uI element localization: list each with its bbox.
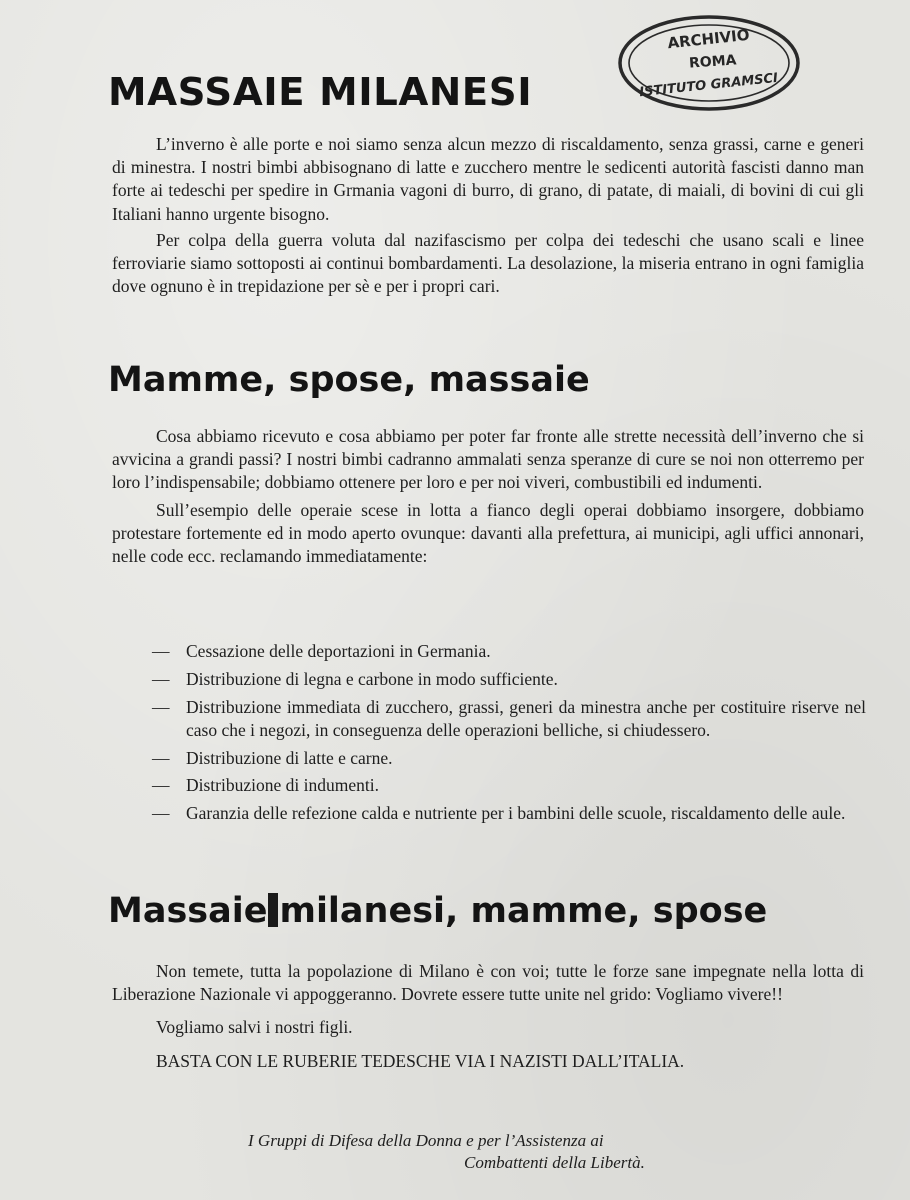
- appeal-section: [112, 425, 864, 568]
- ink-blot: [268, 893, 278, 927]
- closing-paragraph-2: Vogliamo salvi i nostri figli.: [156, 1017, 353, 1038]
- appeal-paragraph-1: Cosa abbiamo ricevuto e cosa abbiamo per poter far fronte alle strette necessità dell’inverno che si avvicina a grandi passi? I nostri bimbi cadranno ammalati senza speranze di cure se noi non otterremo per loro l’indispensabile; dobbiamo ottenere per loro e per noi viveri, combustibili ed indumenti.: [112, 426, 864, 493]
- closing-section: [112, 960, 864, 1073]
- stamp-line-archivio: ARCHIVIO: [666, 25, 751, 53]
- demand-item: — Garanzia delle refezione calda e nutriente per i bambini delle scuole, riscaldamento delle aule.: [150, 802, 866, 825]
- intro-paragraph-1: L’inverno è alle porte e noi siamo senza alcun mezzo di riscaldamento, senza grassi, carne e generi di minestra. I nostri bimbi abbisognano di latte e zucchero mentre le sedicenti autorità fascisti danno man forte ai tedeschi per spedire in Grmania vagoni di burro, di grano, di patate, di maiali, di bovini di cui gli Italiani hanno urgente bisogno.: [112, 134, 864, 224]
- demand-item: — Distribuzione di legna e carbone in modo sufficiente.: [150, 668, 866, 691]
- demand-item: — Cessazione delle deportazioni in Germania.: [150, 640, 866, 663]
- heading-part-2: milanesi, mamme, spose: [279, 891, 768, 931]
- archive-stamp: [617, 14, 801, 112]
- demand-item: — Distribuzione di indumenti.: [150, 774, 866, 797]
- demand-item: — Distribuzione immediata di zucchero, grassi, generi da minestra anche per costituire riserve nel caso che i negozi, in conseguenza delle operazioni belliche, si chiudessero.: [150, 696, 866, 742]
- intro-paragraph-2: Per colpa della guerra voluta dal nazifascismo per colpa dei tedeschi che usano scali e linee ferroviarie siamo sottoposti ai continui bombardamenti. La desolazione, la miseria entrano in ogni famiglia dove ognuno è in trepidazione per sè e per i propri cari.: [112, 229, 864, 297]
- section-heading-massaie: [108, 891, 767, 931]
- signature-line-2: Combattenti della Libertà.: [464, 1153, 645, 1172]
- stamp-line-istituto: ISTITUTO GRAMSCI: [638, 70, 779, 101]
- closing-paragraph-1: Non temete, tutta la popolazione di Milano è con voi; tutte le forze sane impegnate nella lotta di Liberazione Nazionale vi appoggeranno. Dovrete essere tutte unite nel grido: Vogliamo vivere!!: [112, 961, 864, 1005]
- intro-section: [112, 133, 864, 298]
- signature: [248, 1130, 848, 1174]
- appeal-paragraph-2: Sull’esempio delle operaie scese in lotta a fianco degli operai dobbiamo insorgere, dobbiamo protestare fortemente ed in modo aperto ovunque: davanti alla prefettura, ai municipi, agli uffici annonari, nelle code ecc. reclamando immediatamente:: [112, 499, 864, 567]
- stamp-line-roma: ROMA: [688, 52, 737, 72]
- heading-part-1: Massaie: [108, 891, 268, 931]
- signature-line-1: I Gruppi di Difesa della Donna e per l’Assistenza ai: [248, 1131, 604, 1150]
- section-heading-mamme: Mamme, spose, massaie: [108, 360, 590, 400]
- closing-paragraph-3: BASTA CON LE RUBERIE TEDESCHE VIA I NAZISTI DALL’ITALIA.: [156, 1050, 685, 1071]
- demands-list: [150, 640, 866, 830]
- page-title: MASSAIE MILANESI: [108, 70, 533, 114]
- demand-item: — Distribuzione di latte e carne.: [150, 747, 866, 770]
- stamp-oval-icon: [617, 14, 801, 112]
